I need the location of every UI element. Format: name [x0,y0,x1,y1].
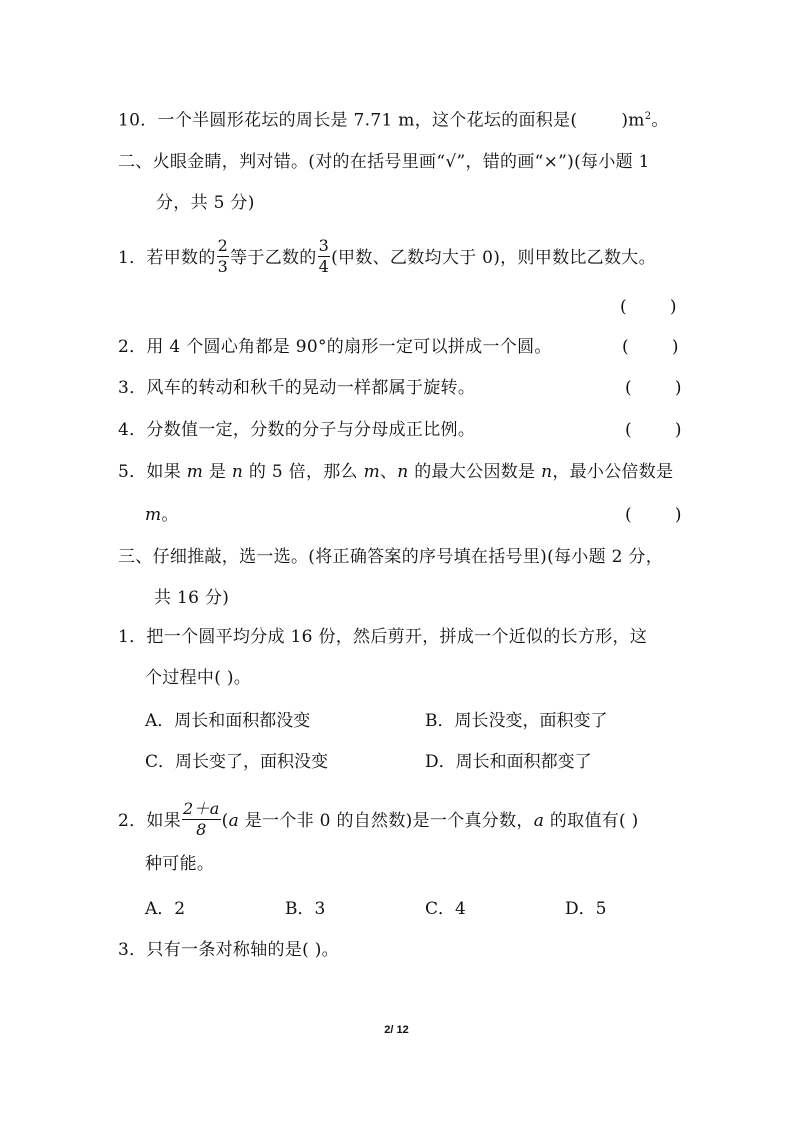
judge-question-1 [118,236,656,277]
choice-q2-option-d: D．5 [565,899,607,919]
choice-question-2 [118,799,639,840]
fraction-numerator: 3 [318,236,330,255]
q10-superscript: 2 [644,111,652,122]
judge-q1-answer-bracket: ( ) [620,297,677,317]
judge-question-3: 3．风车的转动和秋千的晃动一样都属于旋转。 [118,378,476,398]
q10-text-c: 。 [651,110,669,131]
choice-q1-option-b: B．周长没变，面积变了 [425,711,608,731]
judge-q1-text-a: 1．若甲数的 [118,248,216,268]
fraction-two-thirds [217,238,229,275]
fraction-numerator: 2＋a [183,799,220,818]
fraction-denominator: 3 [217,257,229,276]
judge-q5-text-a: 5．如果 [118,462,187,482]
fraction-denominator: 4 [318,257,330,276]
judge-q2-answer-bracket: ( ) [622,337,679,357]
choice-q1-option-d: D．周长和面积都变了 [425,752,592,772]
fraction-numerator: 2 [217,236,229,255]
section-3-heading-line2: 共 16 分) [154,588,230,608]
choice-q2-text-c: 是一个非 0 的自然数)是一个真分数， [239,811,534,831]
fraction-2-plus-a-over-8 [182,801,221,838]
judge-question-2: 2．用 4 个圆心角都是 90°的扇形一定可以拼成一个圆。 [118,337,552,357]
variable-a: a [228,811,240,831]
choice-q2-option-a: A．2 [145,899,186,919]
choice-q2-option-b: B．3 [285,899,326,919]
variable-m: m [186,462,204,482]
choice-question-1-line1: 1．把一个圆平均分成 16 份，然后剪开，拼成一个近似的长方形，这 [118,627,648,647]
judge-q1-text-b: 等于乙数的 [230,248,317,268]
question-10 [118,106,669,132]
page-number: 2/ 12 [384,1024,409,1036]
q10-text-b: )m [621,110,645,131]
judge-q5-text-e: 的最大公因数是 [408,462,542,482]
variable-n: n [397,462,409,482]
judge-q5-text-b: 是 [203,462,232,482]
judge-question-5 [118,461,673,483]
q10-text-a: 10．一个半圆形花坛的周长是 7.71 m，这个花坛的面积是( [118,110,578,131]
choice-question-3: 3．只有一条对称轴的是( )。 [118,940,339,960]
variable-n: n [541,462,553,482]
variable-a: a [533,811,545,831]
fraction-three-quarters [318,238,330,275]
variable-m: m [145,505,162,525]
judge-q5-answer-bracket: ( ) [625,505,682,525]
judge-q5-text-f: ，最小公倍数是 [552,462,674,482]
judge-q5-text-c: 的 5 倍，那么 [243,462,364,482]
judge-q5-text-d: 、 [379,462,398,482]
choice-q1-option-a: A．周长和面积都没变 [145,711,311,731]
judge-q5-text-g: 。 [161,505,179,525]
choice-question-2-line2: 种可能。 [145,854,215,874]
section-3-heading-line1: 三、仔细推敲，选一选。(将正确答案的序号填在括号里)(每小题 2 分， [118,547,664,567]
section-2-heading-line2: 分，共 5 分) [156,193,255,213]
fraction-denominator: 8 [196,820,207,839]
judge-question-5-line2 [145,504,179,526]
choice-q2-text-d: 的取值有( ) [544,811,639,831]
section-2-heading-line1: 二、火眼金睛，判对错。(对的在括号里画“√”，错的画“×”)(每小题 1 [118,152,650,172]
judge-q3-answer-bracket: ( ) [625,378,682,398]
judge-question-4: 4．分数值一定，分数的分子与分母成正比例。 [118,420,476,440]
choice-q2-text-a: 2．如果 [118,811,182,831]
choice-question-1-line2: 个过程中( )。 [145,668,252,688]
choice-q2-option-c: C．4 [425,899,466,919]
judge-q1-text-c: (甲数、乙数均大于 0)，则甲数比乙数大。 [331,248,656,268]
choice-q2-text-b: ( [221,811,229,831]
variable-m: m [363,462,380,482]
judge-q4-answer-bracket: ( ) [625,420,682,440]
variable-n: n [231,462,244,482]
choice-q1-option-c: C．周长变了，面积没变 [145,752,329,772]
